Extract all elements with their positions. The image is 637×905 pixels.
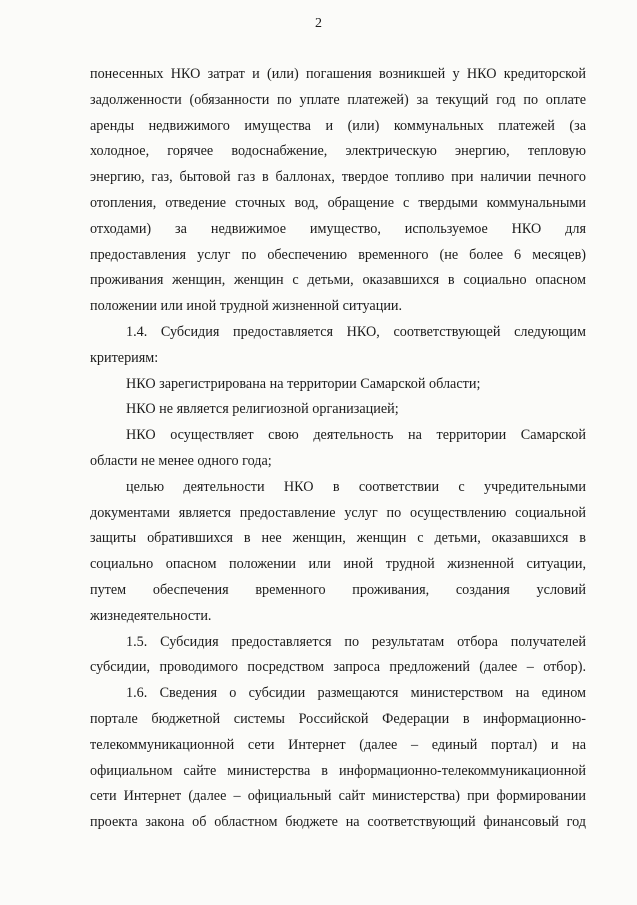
text-line: отходами) за недвижимое имущество, используемое НКО для <box>90 220 586 237</box>
text-line: сети Интернет (далее – официальный сайт министерства) при формировании <box>90 788 586 805</box>
text-line: отопления, отведение сточных вод, обращение с твердыми коммунальными <box>90 194 586 211</box>
text-line: телекоммуникационной сети Интернет (далее – единый портал) и на <box>90 736 586 753</box>
text-line: энергию, газ, бытовой газ в баллонах, твердое топливо при наличии печного <box>90 169 586 186</box>
text-line: проекта закона об областном бюджете на соответствующий финансовый год <box>90 814 586 831</box>
text-line: проживания женщин, женщин с детьми, оказавшихся в социально опасном <box>90 272 586 289</box>
text-line: аренды недвижимого имущества и (или) коммунальных платежей (за <box>90 117 586 134</box>
text-line: целью деятельности НКО в соответствии с учредительными <box>126 478 586 495</box>
text-line: официальном сайте министерства в информационно-телекоммуникационной <box>90 762 586 779</box>
body-text <box>90 62 586 836</box>
text-line: задолженности (обязанности по уплате платежей) за текущий год по оплате <box>90 91 586 108</box>
text-line: 1.4. Субсидия предоставляется НКО, соответствующей следующим <box>126 323 586 340</box>
text-line: путем обеспечения временного проживания, создания условий <box>90 581 586 598</box>
text-line: понесенных НКО затрат и (или) погашения возникшей у НКО кредиторской <box>90 66 586 82</box>
text-line: НКО осуществляет свою деятельность на территории Самарской <box>126 427 586 444</box>
text-line: жизнедеятельности. <box>90 607 212 624</box>
text-line: портале бюджетной системы Российской Федерации в информационно- <box>90 710 586 727</box>
text-line: защиты обратившихся в нее женщин, женщин с детьми, оказавшихся в <box>90 530 586 547</box>
text-line: социально опасном положении или иной трудной жизненной ситуации, <box>90 556 586 573</box>
text-line: критериям: <box>90 349 159 366</box>
text-line: предоставления услуг по обеспечению временного (не более 6 месяцев) <box>90 246 586 263</box>
text-line: положении или иной трудной жизненной ситуации. <box>90 298 403 315</box>
text-line: области не менее одного года; <box>90 452 272 469</box>
page-number: 2 <box>315 16 322 31</box>
text-line: документами является предоставление услуг по осуществлению социальной <box>90 504 586 521</box>
text-line: НКО не является религиозной организацией; <box>126 401 399 418</box>
text-line: НКО зарегистрирована на территории Самарской области; <box>126 375 481 392</box>
text-line: холодное, горячее водоснабжение, электрическую энергию, тепловую <box>90 143 586 160</box>
text-line: 1.6. Сведения о субсидии размещаются министерством на едином <box>126 685 586 702</box>
text-line: субсидии, проводимого посредством запроса предложений (далее – отбор). <box>90 659 586 676</box>
text-line: 1.5. Субсидия предоставляется по результатам отбора получателей <box>126 633 586 650</box>
